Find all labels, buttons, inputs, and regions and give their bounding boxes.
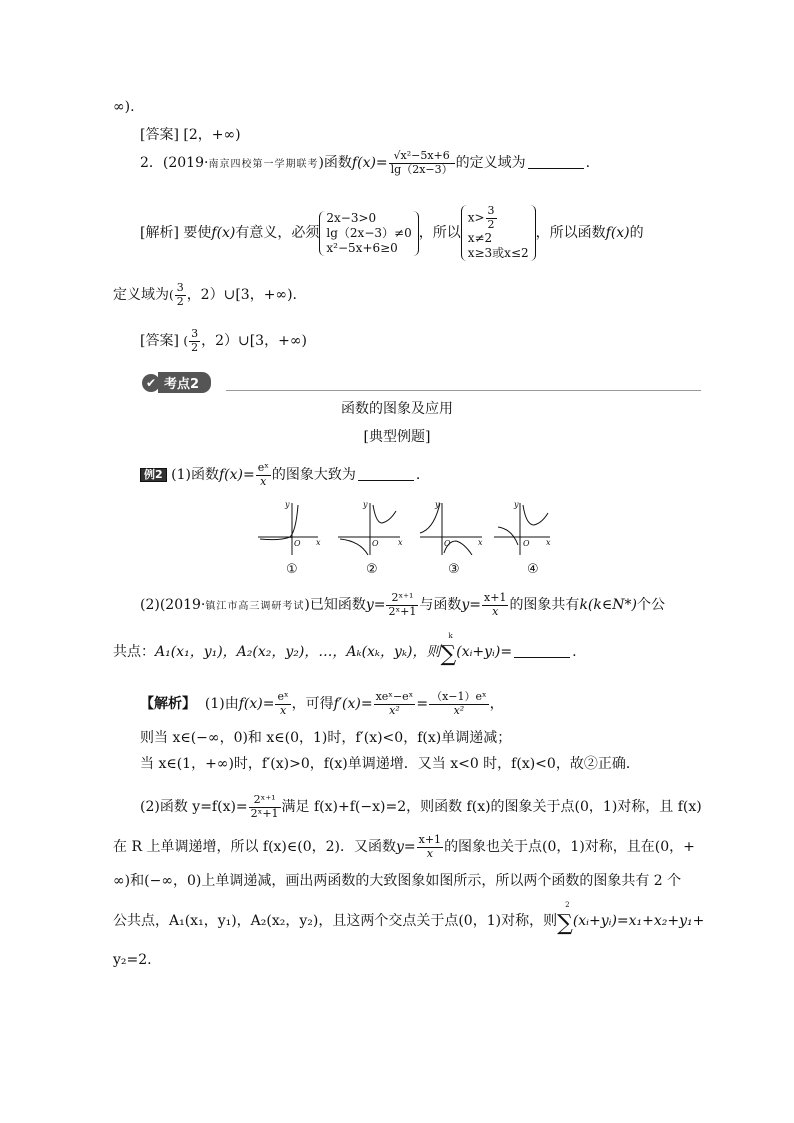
analysis-fraction [374, 691, 416, 717]
q2-denominator: lg（2x−3） [390, 162, 453, 176]
example-end: . [415, 467, 421, 484]
origin-label: O [372, 539, 379, 548]
check-icon: ✔ [142, 374, 160, 392]
axis-y-label: y [285, 500, 290, 509]
solution-line [140, 205, 644, 261]
graph-2 [338, 503, 400, 555]
answer-tail: ，2）∪[3，+∞) [201, 333, 307, 350]
axis-x-label: x [546, 538, 551, 547]
analysis-line-5 [113, 834, 695, 860]
answer-value: [2，+∞) [183, 127, 241, 143]
analysis-text: 在 R 上单调递增，所以 f(x)∈(0，2)．又函数 [113, 839, 396, 856]
analysis-line-8: y₂=2. [113, 952, 152, 968]
system-row-part: x> [467, 210, 485, 225]
section-badge [142, 372, 211, 393]
axis-x-label: x [398, 538, 403, 547]
fraction-den: x² [453, 703, 465, 717]
section-subtitle: [典型例题] [363, 429, 431, 445]
fraction-den: x [492, 604, 499, 618]
fraction-num: 3 [191, 327, 199, 340]
fraction-num: 2ˣ⁺¹ [249, 794, 281, 808]
axis-y-label: y [435, 500, 440, 509]
fraction-den: 2ˣ+1 [388, 604, 417, 618]
example-text: 与函数 [419, 597, 462, 614]
analysis-line-2: 则当 x∈(−∞，0)和 x∈(0，1)时，f′(x)<0，f(x)单调递减； [140, 730, 512, 746]
system-row: x≠2 [467, 231, 493, 246]
example-label: 例2 [140, 468, 167, 482]
analysis-text: 满足 f(x)+f(−x)=2，则函数 f(x)的图象关于点(0，1)对称，且 f(x) [281, 799, 702, 816]
example-y: y= [365, 597, 386, 614]
fraction-num: eˣ [277, 690, 289, 703]
graph-label-2: ② [366, 562, 378, 577]
answer-fraction [189, 328, 200, 354]
solution-text: ，所以函数 [535, 225, 606, 242]
inequality-system-1 [319, 211, 418, 256]
fraction-num: （x−1）eˣ [431, 690, 487, 703]
system-row: lg（2x−3）≠0 [326, 225, 412, 240]
analysis-fpx: f′(x)= [333, 696, 373, 713]
fraction-den: 2 [176, 294, 184, 308]
domain-fraction [175, 282, 186, 308]
example-fraction [386, 592, 418, 618]
graph-label-1: ① [286, 562, 298, 577]
analysis-y: y= [396, 839, 416, 856]
example-text: 个公 [636, 597, 665, 614]
badge-label: 考点2 [158, 372, 211, 393]
q2-numerator: √x²−5x+6 [389, 150, 455, 164]
analysis-text: (xᵢ+yᵢ)=x₁+x₂+y₁+ [572, 913, 705, 929]
section-divider [226, 390, 701, 391]
solution-text: 要使 [183, 225, 212, 242]
analysis-text: 的图象也关于点(0，1)对称，且在(0，+ [444, 839, 695, 856]
example-fraction [482, 592, 508, 618]
example-k: k(k∈N*) [579, 597, 637, 614]
q2-tail: 的定义域为 [455, 155, 526, 172]
analysis-fraction [249, 794, 281, 820]
q2-end: . [585, 155, 591, 172]
analysis-text: (1)由 [204, 696, 239, 713]
analysis-text: (2)函数 y=f(x)= [140, 799, 248, 816]
system-row: x≥3或x≤2 [467, 246, 529, 261]
q2-fx: f(x)= [351, 155, 388, 172]
fraction-num: 3 [176, 281, 184, 294]
system-row: x²−5x+6≥0 [326, 240, 398, 255]
analysis-text: 公共点，A₁(x₁，y₁)，A₂(x₂，y₂)，且这两个交点关于点(0，1)对称，则 [113, 913, 558, 929]
example-points: A₁(x₁，y₁)，A₂(x₂，y₂)，…，Aₖ(xₖ，yₖ)，则 [155, 644, 441, 660]
solution-text: 的 [629, 225, 644, 242]
example-source: 镇江市高三调研考试 [205, 601, 305, 613]
answer-blank [358, 468, 414, 481]
graph-3 [420, 503, 482, 555]
q2-mid: )函数 [318, 155, 352, 172]
answer-paren: ( [183, 333, 189, 348]
example-end: . [572, 644, 577, 660]
example-text: (1)函数 [171, 467, 219, 484]
example-text: )已知函数 [304, 597, 366, 614]
example-line-3 [113, 632, 577, 667]
answer-label: [答案] [140, 333, 179, 350]
system-fraction [486, 205, 497, 231]
answer-blank [528, 156, 584, 169]
analysis-fx: f(x)= [238, 696, 275, 713]
section-title: 函数的图象及应用 [341, 401, 453, 417]
example-fraction [256, 462, 271, 488]
domain-line [113, 282, 297, 308]
example-line-1 [140, 462, 420, 488]
example-text: (2)(2019· [140, 597, 206, 614]
example-fx: f(x)= [218, 467, 255, 484]
fraction-num: x+1 [484, 591, 507, 604]
domain-text: 定义域为 [113, 287, 169, 304]
analysis-label: 【解析】 [140, 696, 196, 713]
fraction-den: 2 [191, 340, 199, 354]
fraction-den: 2 [487, 217, 495, 231]
axis-x-label: x [316, 538, 321, 547]
option-graphs [250, 497, 550, 557]
graph-label-3: ③ [448, 562, 460, 577]
solution-fx: f(x) [211, 225, 236, 242]
graph-4 [494, 503, 550, 555]
system-row [468, 205, 529, 231]
answer-blank [514, 645, 570, 658]
fraction-den: x [426, 846, 433, 860]
sum-body: (xᵢ+yᵢ)= [456, 644, 513, 660]
analysis-line-1 [140, 691, 504, 717]
analysis-fraction [275, 691, 290, 717]
graph-1 [258, 503, 318, 555]
fraction-den: x [279, 703, 287, 717]
axis-y-label: y [514, 500, 519, 509]
solution-fx: f(x) [605, 225, 630, 242]
example-text: 的图象大致为 [271, 467, 356, 484]
analysis-text: ，可得 [291, 696, 334, 713]
text-line: ∞). [113, 99, 135, 115]
q2-prefix: 2．(2019· [140, 155, 209, 172]
solution-text: ，所以 [418, 225, 461, 242]
answer-line-2 [140, 328, 307, 354]
fraction-num: xeˣ−eˣ [375, 690, 414, 703]
origin-label: O [294, 539, 301, 548]
analysis-line-6: ∞)和(−∞，0)上单调递减，画出两函数的大致图象如图所示，所以两个函数的图象共有 2 个 [113, 873, 682, 889]
origin-label: O [444, 539, 451, 548]
example-text: 的图象共有 [509, 597, 580, 614]
analysis-line-7 [113, 901, 705, 936]
sum-symbol: ∑ 2 [557, 901, 573, 936]
analysis-fraction [429, 691, 489, 717]
axis-x-label: x [478, 538, 483, 547]
sum-symbol: ∑ k [440, 632, 457, 667]
domain-tail: ，2）∪[3，+∞). [186, 287, 297, 304]
origin-label: O [523, 539, 530, 548]
answer-line [140, 128, 241, 143]
answer-label: [答案] [140, 127, 179, 143]
fraction-num: 2ˣ⁺¹ [386, 592, 418, 606]
analysis-line-3: 当 x∈(1，+∞)时，f′(x)>0，f(x)单调递增．又当 x<0 时，f(x)<0，故②正确． [140, 756, 640, 772]
system-row: 2x−3>0 [326, 210, 377, 225]
fraction-num: x+1 [418, 833, 442, 846]
solution-label: [解析] [140, 225, 179, 242]
sum-upper: 2 [565, 901, 570, 909]
q2-fraction [389, 150, 455, 176]
analysis-fraction [417, 834, 443, 860]
example-y: y= [461, 597, 482, 614]
solution-text: 有意义，必须 [235, 225, 320, 242]
axis-y-label: y [363, 500, 368, 509]
fraction-den: 2ˣ+1 [250, 806, 279, 820]
example-line-2 [140, 592, 665, 618]
domain-paren: ( [169, 287, 174, 302]
graph-label-4: ④ [527, 562, 539, 577]
q2-source: 南京四校第一学期联考 [208, 159, 319, 171]
analysis-eq: = [416, 696, 429, 713]
example-text: 共点： [113, 644, 155, 660]
fraction-num: eˣ [257, 461, 269, 474]
inequality-system-2 [461, 205, 536, 261]
sum-upper: k [448, 632, 453, 640]
analysis-end: ， [489, 696, 504, 713]
fraction-den: x [260, 474, 267, 488]
fraction-num: 3 [487, 204, 495, 217]
question-2 [140, 150, 590, 176]
analysis-line-4 [140, 794, 702, 820]
fraction-den: x² [389, 703, 400, 717]
